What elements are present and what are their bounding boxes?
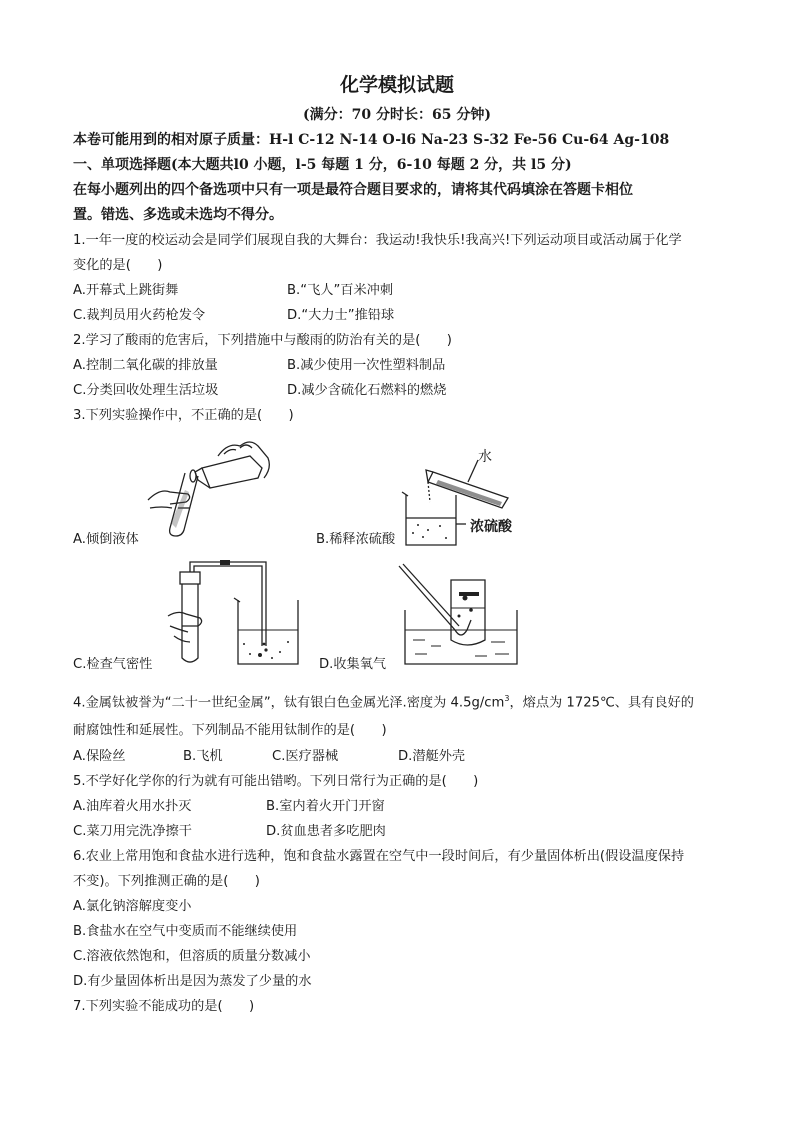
- figure-collect-oxygen: [395, 560, 525, 670]
- q3-option-b: B.稀释浓硫酸: [316, 532, 396, 547]
- page-title: 化学模拟试题: [339, 74, 454, 96]
- q3-stem: 3.下列实验操作中，不正确的是( ): [73, 408, 294, 423]
- q7-stem: 7.下列实验不能成功的是( ): [73, 999, 255, 1014]
- q4-stem-line1: [73, 690, 694, 712]
- q4-option-a: A.保险丝: [73, 749, 126, 764]
- q3-option-c: C.检查气密性: [73, 657, 153, 672]
- q4-option-d: D.潜艇外壳: [398, 749, 466, 764]
- q4-stem-line2: 耐腐蚀性和延展性。下列制品不能用钛制作的是( ): [73, 723, 387, 738]
- q1-option-d: D.“大力士”推铅球: [287, 308, 395, 323]
- q6-option-b: B.食盐水在空气中变质而不能继续使用: [73, 924, 298, 939]
- q2-option-d: D.减少含硫化石燃料的燃烧: [287, 383, 447, 398]
- q6-option-d: D.有少量固体析出是因为蒸发了少量的水: [73, 974, 312, 989]
- q6-option-a: A.氯化钠溶解度变小: [73, 899, 192, 914]
- q1-option-c: C.裁判员用火药枪发令: [73, 308, 206, 323]
- figure-check-airtightness: [160, 560, 310, 670]
- q5-option-c: C.菜刀用完洗净擦干: [73, 824, 192, 839]
- section-heading: 一、单项选择题(本大题共l0 小题，l-5 每题 1 分，6-10 每题 2 分，共 l5 分): [73, 157, 572, 173]
- q4-option-c: C.医疗器械: [272, 749, 339, 764]
- exam-info: (满分：70 分时长：65 分钟): [303, 107, 491, 123]
- q5-option-b: B.室内着火开门开窗: [266, 799, 385, 814]
- q5-option-a: A.油库着火用水扑灭: [73, 799, 192, 814]
- q5-stem: 5.不学好化学你的行为就有可能出错哟。下列日常行为正确的是( ): [73, 774, 479, 789]
- q3-option-d: D.收集氧气: [319, 657, 387, 672]
- q1-option-b: B.“飞人”百米冲刺: [287, 283, 394, 298]
- q2-stem: 2.学习了酸雨的危害后，下列措施中与酸雨的防治有关的是( ): [73, 333, 452, 348]
- q4-stem-line1-post: ，熔点为 1725℃、具有良好的: [509, 695, 694, 711]
- q1-option-a: A.开幕式上跳街舞: [73, 283, 179, 298]
- atomic-masses: 本卷可能用到的相对原子质量：H-l C-12 N-14 O-l6 Na-23 S-32 Fe-56 Cu-64 Ag-108: [73, 132, 670, 148]
- q6-option-c: C.溶液依然饱和，但溶质的质量分数减小: [73, 949, 311, 964]
- q6-stem-line1: 6.农业上常用饱和食盐水进行选种，饱和食盐水露置在空气中一段时间后，有少量固体析出(假设温度保持: [73, 849, 685, 864]
- q4-option-b: B.飞机: [183, 749, 223, 764]
- q5-option-d: D.贫血患者多吃肥肉: [266, 824, 386, 839]
- q2-option-b: B.减少使用一次性塑料制品: [287, 358, 446, 373]
- q4-stem-line1-sup: 3: [504, 694, 510, 703]
- q2-option-a: A.控制二氧化碳的排放量: [73, 358, 218, 373]
- q3-option-a: A.倾倒液体: [73, 532, 139, 547]
- q1-stem-line1: 1.一年一度的校运动会是同学们展现自我的大舞台：我运动!我快乐!我高兴!下列运动项目或活动属于化学: [73, 233, 682, 248]
- fig-b-water-label: 水: [478, 449, 492, 465]
- q4-stem-line1-pre: 4.金属钛被誉为“二十一世纪金属”，钛有银白色金属光泽.密度为 4.5g/cm: [73, 695, 505, 711]
- q2-option-c: C.分类回收处理生活垃圾: [73, 383, 219, 398]
- figure-pouring-liquid: [140, 428, 280, 538]
- fig-b-acid-label: 浓硫酸: [470, 519, 512, 535]
- q6-stem-line2: 不变)。下列推测正确的是( ): [73, 874, 260, 889]
- section-instruction-2: 置。错选、多选或未选均不得分。: [73, 207, 283, 223]
- q1-stem-line2: 变化的是( ): [73, 258, 163, 273]
- section-instruction-1: 在每小题列出的四个备选项中只有一项是最符合题目要求的，请将其代码填涂在答题卡相位: [73, 182, 633, 198]
